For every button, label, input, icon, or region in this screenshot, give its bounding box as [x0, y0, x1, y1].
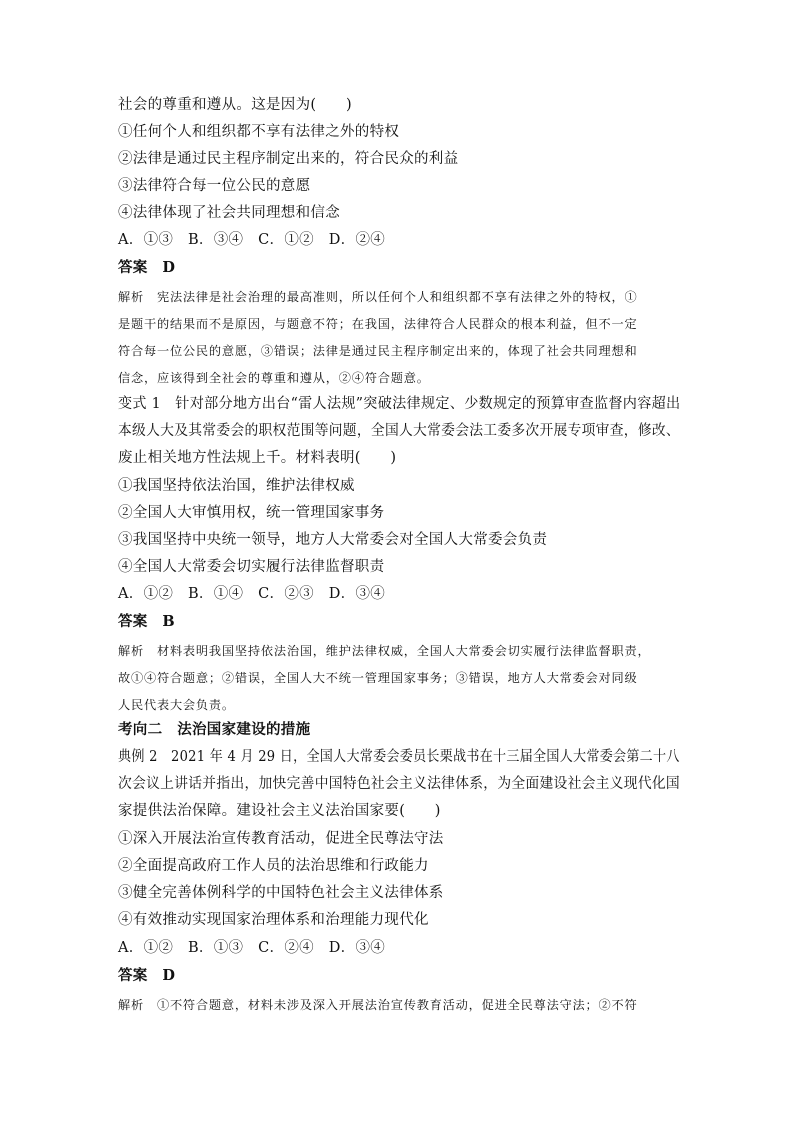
section-heading: 考向二 法治国家建设的措施 — [118, 721, 311, 738]
answer: 答案 B — [118, 613, 175, 630]
analysis-line: 符合每一位公民的意愿，③错误；法律是通过民主程序制定出来的，体现了社会共同理想和 — [118, 344, 638, 358]
option-statement-2: ②全国人大审慎用权，统一管理国家事务 — [118, 505, 385, 521]
variant-question-stem: 变式 1 针对部分地方出台“雷人法规”突破法律规定、少数规定的预算审查监督内容超出 — [118, 396, 681, 412]
option-statement-1: ①深入开展法治宣传教育活动，促进全民尊法守法 — [118, 831, 444, 847]
option-statement-4: ④有效推动实现国家治理体系和治理能力现代化 — [118, 912, 429, 928]
answer: 答案 D — [118, 967, 176, 984]
example-question-stem: 次会议上讲话并指出，加快完善中国特色社会主义法律体系，为全面建设社会主义现代化国 — [118, 776, 680, 792]
option-statement-4: ④法律体现了社会共同理想和信念 — [118, 205, 340, 221]
answer-choices: A．①③ B．③④ C．①② D．②④ — [118, 232, 386, 248]
answer: 答案 D — [118, 259, 176, 276]
option-statement-3: ③我国坚持中央统一领导，地方人大常委会对全国人大常委会负责 — [118, 532, 548, 548]
option-statement-3: ③健全完善体例科学的中国特色社会主义法律体系 — [118, 885, 444, 901]
question-stem-end: 社会的尊重和遵从。这是因为( ) — [118, 97, 352, 113]
analysis-line: 人民代表大会负责。 — [118, 698, 235, 712]
variant-question-stem: 本级人大及其常委会的职权范围等问题，全国人大常委会法工委多次开展专项审查，修改、 — [118, 423, 680, 439]
answer-choices: A．①② B．①④ C．②③ D．③④ — [118, 586, 386, 602]
variant-question-stem: 废止相关地方性法规上千。材料表明( ) — [118, 450, 397, 466]
analysis-line: 解析 材料表明我国坚持依法治国，维护法律权威，全国人大常委会切实履行法律监督职责， — [118, 644, 651, 658]
analysis-line: 信念，应该得到全社会的尊重和遵从，②④符合题意。 — [118, 371, 430, 385]
analysis-line: 解析 宪法法律是社会治理的最高准则，所以任何个人和组织都不享有法律之外的特权，① — [118, 290, 638, 304]
option-statement-1: ①任何个人和组织都不享有法律之外的特权 — [118, 124, 400, 140]
answer-choices: A．①② B．①③ C．②④ D．③④ — [118, 940, 386, 956]
analysis-line: 故①④符合题意；②错误，全国人大不统一管理国家事务；③错误，地方人大常委会对同级 — [118, 671, 638, 685]
example-question-stem: 家提供法治保障。建设社会主义法治国家要( ) — [118, 803, 441, 819]
option-statement-3: ③法律符合每一位公民的意愿 — [118, 178, 311, 194]
example-question-stem: 典例 2 2021 年 4 月 29 日，全国人大常委会委员长栗战书在十三届全国人大常委会第二十八 — [118, 749, 680, 765]
option-statement-2: ②法律是通过民主程序制定出来的，符合民众的利益 — [118, 151, 459, 167]
option-statement-2: ②全面提高政府工作人员的法治思维和行政能力 — [118, 858, 429, 874]
analysis-line: 解析 ①不符合题意，材料未涉及深入开展法治宣传教育活动，促进全民尊法守法；②不符 — [118, 998, 638, 1012]
option-statement-4: ④全国人大常委会切实履行法律监督职责 — [118, 559, 385, 575]
analysis-line: 是题干的结果而不是原因，与题意不符；在我国，法律符合人民群众的根本利益，但不一定 — [118, 317, 638, 331]
option-statement-1: ①我国坚持依法治国，维护法律权威 — [118, 478, 355, 494]
